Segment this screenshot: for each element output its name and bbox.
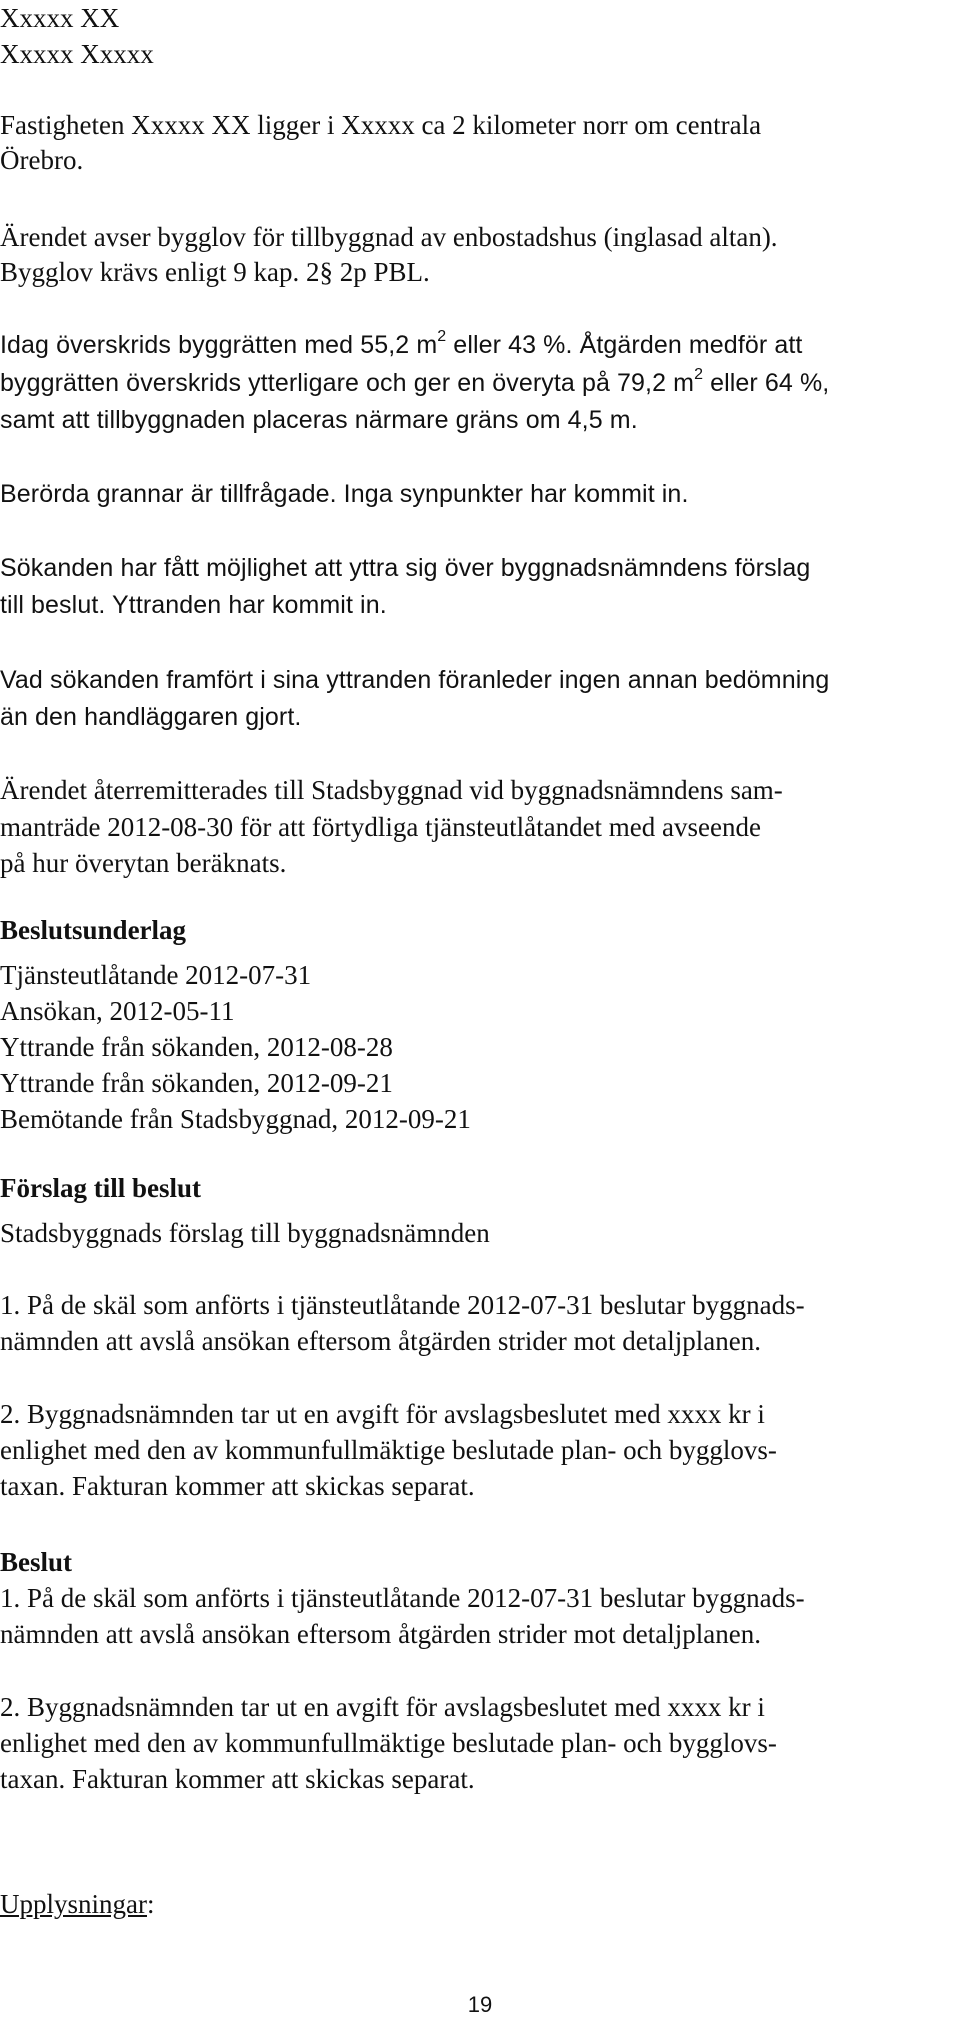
forslag-item-1-line-1: 1. På de skäl som anförts i tjänsteutlåtande 2012-07-31 beslutar byggnads-: [0, 1290, 805, 1320]
beslutsunderlag-item: Yttrande från sökanden, 2012-08-28: [0, 1032, 393, 1062]
beslutsunderlag-heading: Beslutsunderlag: [0, 915, 187, 945]
upplysningar-heading: [0, 1886, 155, 1923]
square-meter-superscript: 2: [437, 328, 447, 345]
intro-paragraph-2-line-1: Ärendet avser bygglov för tillbyggnad av enbostadshus (inglasad altan).: [0, 222, 778, 252]
sokanden-paragraph-line-1: Sökanden har fått möjlighet att yttra sig över byggnadsnämndens förslag: [0, 554, 811, 582]
beslut-item-2-line-2: enlighet med den av kommunfullmäktige beslutade plan- och bygglovs-: [0, 1728, 777, 1758]
forslag-item-2-line-1: 2. Byggnadsnämnden tar ut en avgift för avslagsbeslutet med xxxx kr i: [0, 1399, 765, 1429]
remit-paragraph-line-1: Ärendet återremitterades till Stadsbyggnad vid byggnadsnämndens sam-: [0, 775, 783, 805]
forslag-subheading: Stadsbyggnads förslag till byggnadsnämnden: [0, 1218, 490, 1248]
bedomning-paragraph-line-1: Vad sökanden framfört i sina yttranden föranleder ingen annan bedömning: [0, 666, 830, 694]
forslag-heading: Förslag till beslut: [0, 1173, 201, 1203]
overyta-text-c: byggrätten överskrids ytterligare och ger en överyta på 79,2 m: [0, 369, 695, 397]
beslut-item-1-line-1: 1. På de skäl som anförts i tjänsteutlåtande 2012-07-31 beslutar byggnads-: [0, 1583, 805, 1613]
beslut-item-2-line-3: taxan. Fakturan kommer att skickas separat.: [0, 1764, 475, 1794]
remit-paragraph-line-2: manträde 2012-08-30 för att förtydliga tjänsteutlåtandet med avseende: [0, 812, 761, 842]
sokanden-paragraph-line-2: till beslut. Yttranden har kommit in.: [0, 591, 387, 619]
forslag-item-2-line-2: enlighet med den av kommunfullmäktige beslutade plan- och bygglovs-: [0, 1435, 777, 1465]
beslutsunderlag-item: Ansökan, 2012-05-11: [0, 996, 235, 1026]
header-name-line-2: Xxxxx Xxxxx: [0, 39, 154, 69]
beslutsunderlag-item: Tjänsteutlåtande 2012-07-31: [0, 960, 312, 990]
bedomning-paragraph-line-2: än den handläggaren gjort.: [0, 703, 302, 731]
forslag-item-1-line-2: nämnden att avslå ansökan eftersom åtgärden strider mot detaljplanen.: [0, 1326, 761, 1356]
intro-paragraph-1-line-2: Örebro.: [0, 145, 84, 175]
page-number: 19: [467, 1992, 493, 2017]
grannar-paragraph: Berörda grannar är tillfrågade. Inga synpunkter har kommit in.: [0, 480, 689, 508]
square-meter-superscript-2: 2: [694, 366, 704, 383]
beslutsunderlag-item: Bemötande från Stadsbyggnad, 2012-09-21: [0, 1104, 471, 1134]
overyta-paragraph-line-1: [0, 327, 802, 364]
overyta-paragraph-line-2: [0, 365, 829, 402]
beslut-item-1-line-2: nämnden att avslå ansökan eftersom åtgärden strider mot detaljplanen.: [0, 1619, 761, 1649]
overyta-text-a: Idag överskrids byggrätten med 55,2 m: [0, 331, 438, 359]
intro-paragraph-2-line-2: Bygglov krävs enligt 9 kap. 2§ 2p PBL.: [0, 257, 430, 287]
overyta-text-d: eller 64 %,: [703, 369, 830, 397]
beslut-heading: Beslut: [0, 1547, 73, 1577]
overyta-text-b: eller 43 %. Åtgärden medför att: [446, 331, 803, 359]
remit-paragraph-line-3: på hur överytan beräknats.: [0, 848, 287, 878]
beslutsunderlag-item: Yttrande från sökanden, 2012-09-21: [0, 1068, 393, 1098]
upplysningar-heading-text: Upplysningar: [0, 1889, 147, 1919]
overyta-paragraph-line-3: samt att tillbyggnaden placeras närmare gräns om 4,5 m.: [0, 406, 638, 434]
beslut-item-2-line-1: 2. Byggnadsnämnden tar ut en avgift för avslagsbeslutet med xxxx kr i: [0, 1692, 765, 1722]
forslag-item-2-line-3: taxan. Fakturan kommer att skickas separat.: [0, 1471, 475, 1501]
header-name-line-1: Xxxxx XX: [0, 3, 120, 33]
intro-paragraph-1-line-1: Fastigheten Xxxxx XX ligger i Xxxxx ca 2 kilometer norr om centrala: [0, 110, 762, 140]
upplysningar-colon: :: [146, 1889, 155, 1919]
